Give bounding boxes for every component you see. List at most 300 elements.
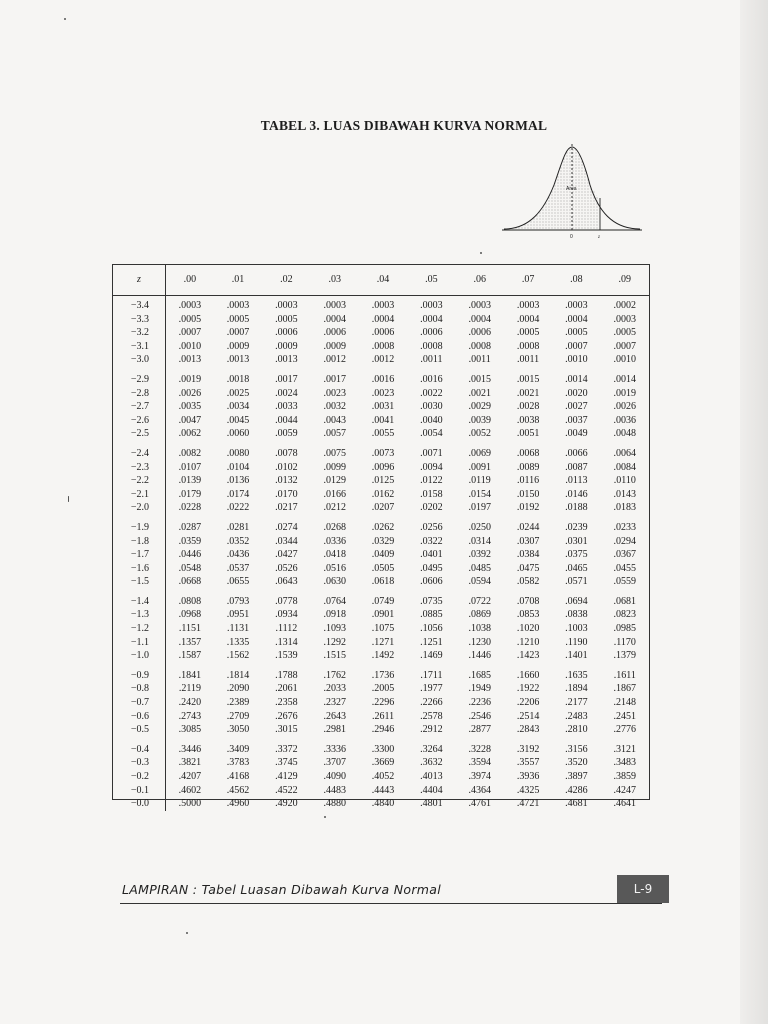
table-cell: .0055	[371, 428, 395, 440]
table-cell: .0064	[613, 447, 637, 459]
table-cell: .0051	[516, 428, 540, 440]
table-cell: .0548	[178, 562, 202, 574]
table-cell: .0162	[371, 488, 395, 500]
table-cell: .2148	[613, 697, 637, 709]
z-label: z	[598, 235, 600, 240]
table-cell: .0020	[565, 387, 588, 399]
table-cell: .4247	[613, 784, 637, 796]
table-cell: .0668	[178, 576, 202, 588]
table-row	[113, 784, 649, 798]
table-cell: .1867	[613, 683, 637, 695]
table-cell: .3821	[178, 757, 202, 769]
table-cell: .2776	[613, 724, 637, 736]
table-cell: .2611	[371, 710, 395, 722]
table-row	[113, 575, 649, 589]
table-cell: .0048	[613, 428, 637, 440]
table-row	[113, 589, 649, 609]
table-cell: .0041	[371, 414, 395, 426]
row-z-value: −1.2	[113, 622, 166, 636]
table-cell: .2296	[371, 697, 395, 709]
table-cell: .0045	[226, 414, 250, 426]
table-cell: .1736	[371, 669, 395, 681]
table-cell: .0019	[178, 373, 202, 385]
table-cell: .0559	[613, 576, 637, 588]
table-cell: .0015	[516, 373, 540, 385]
table-cell: .0014	[565, 373, 588, 385]
table-cell: .2033	[323, 683, 346, 695]
column-header: .08	[552, 265, 600, 296]
table-cell: .0010	[613, 354, 637, 366]
table-cell: .0344	[275, 535, 298, 547]
row-z-value: −1.7	[113, 548, 166, 562]
table-cell: .0030	[420, 401, 443, 413]
table-cell: .1762	[323, 669, 346, 681]
table-cell: .0010	[565, 354, 588, 366]
table-cell: .0024	[275, 387, 298, 399]
table-cell: .3897	[565, 771, 588, 782]
table-cell: .0823	[613, 609, 637, 621]
table-cell: .0233	[613, 521, 637, 533]
table-cell: .1190	[565, 636, 588, 648]
table-cell: .3745	[275, 757, 298, 769]
scan-speck	[324, 816, 326, 818]
table-cell: .1894	[565, 683, 588, 695]
table-cell: .4090	[323, 771, 346, 782]
table-cell: .0384	[516, 549, 540, 561]
row-z-value: −1.4	[113, 589, 166, 609]
table-cell: .0016	[420, 373, 443, 385]
table-cell: .0436	[226, 549, 250, 561]
table-cell: .0113	[565, 475, 588, 487]
table-cell: .1562	[226, 650, 250, 662]
table-cell: .2327	[323, 697, 346, 709]
table-cell: .3974	[468, 771, 491, 782]
table-cell: .0003	[420, 300, 443, 311]
table-cell: .0708	[516, 595, 540, 607]
table-row	[113, 723, 649, 737]
table-row	[113, 622, 649, 636]
row-z-value: −1.8	[113, 535, 166, 549]
table-row	[113, 548, 649, 562]
table-cell: .0901	[371, 609, 395, 621]
table-cell: .3707	[323, 757, 346, 769]
table-cell: .0764	[323, 595, 346, 607]
table-cell: .3632	[420, 757, 443, 769]
table-row	[113, 663, 649, 683]
table-cell: .0004	[371, 313, 395, 325]
table-cell: .3228	[468, 743, 491, 755]
page-title: TABEL 3. LUAS DIBAWAH KURVA NORMAL	[260, 118, 548, 133]
table-cell: .2177	[565, 697, 588, 709]
row-z-value: −2.1	[113, 488, 166, 502]
table-cell: .2236	[468, 697, 491, 709]
table-cell: .0004	[468, 313, 491, 325]
table-cell: .1151	[178, 623, 201, 635]
table-cell: .0301	[565, 535, 588, 547]
table-cell: .0985	[613, 623, 637, 635]
table-cell: .2420	[178, 697, 202, 709]
table-row	[113, 441, 649, 461]
table-cell: .0017	[275, 373, 298, 385]
table-cell: .0268	[323, 521, 346, 533]
table-cell: .0080	[226, 447, 250, 459]
table-cell: .3085	[178, 724, 202, 736]
table-cell: .4052	[371, 771, 395, 782]
table-cell: .0281	[226, 521, 250, 533]
row-z-value: −0.9	[113, 663, 166, 683]
table-cell: .0021	[516, 387, 540, 399]
table-cell: .0606	[420, 576, 443, 588]
shaded-area	[504, 147, 600, 229]
table-cell: .2389	[226, 697, 250, 709]
table-cell: .0039	[468, 414, 491, 426]
footer-rule	[120, 903, 662, 904]
table-cell: .2546	[468, 710, 491, 722]
table-cell: .0427	[275, 549, 298, 561]
table-cell: .0136	[226, 475, 250, 487]
table-cell: .0139	[178, 475, 202, 487]
table-cell: .1685	[468, 669, 491, 681]
table-row	[113, 515, 649, 535]
row-z-value: −3.0	[113, 353, 166, 367]
table-cell: .0012	[371, 354, 395, 366]
scan-speck	[186, 932, 188, 934]
row-z-value: −0.4	[113, 737, 166, 757]
row-z-value: −2.5	[113, 427, 166, 441]
table-cell: .0104	[226, 461, 250, 473]
table-cell: .0003	[468, 300, 491, 311]
table-cell: .0013	[275, 354, 298, 366]
table-cell: .4801	[420, 798, 443, 810]
table-row	[113, 562, 649, 576]
table-cell: .3669	[371, 757, 395, 769]
table-cell: .1515	[323, 650, 346, 662]
table-cell: .0655	[226, 576, 250, 588]
table-row	[113, 427, 649, 441]
table-cell: .0808	[178, 595, 202, 607]
row-z-value: −3.2	[113, 326, 166, 340]
table-cell: .0132	[275, 475, 298, 487]
table-cell: .0023	[371, 387, 395, 399]
table-cell: .0007	[178, 327, 202, 339]
table-cell: .0401	[420, 549, 443, 561]
column-header: .04	[359, 265, 407, 296]
table-cell: .0643	[275, 576, 298, 588]
table-cell: .0062	[178, 428, 202, 440]
table-cell: .0054	[420, 428, 443, 440]
table-cell: .0071	[420, 447, 443, 459]
table-cell: .0694	[565, 595, 588, 607]
table-cell: .0059	[275, 428, 298, 440]
table-cell: .2061	[275, 683, 298, 695]
table-cell: .0010	[178, 340, 202, 352]
table-cell: .4721	[516, 798, 540, 810]
table-cell: .0307	[516, 535, 540, 547]
table-cell: .0099	[323, 461, 346, 473]
row-z-value: −0.5	[113, 723, 166, 737]
table-cell: .0003	[323, 300, 346, 311]
table-cell: .4286	[565, 784, 588, 796]
table-cell: .4013	[420, 771, 443, 782]
table-cell: .3192	[516, 743, 540, 755]
area-label: Area	[566, 186, 577, 192]
table-cell: .3594	[468, 757, 491, 769]
table-row	[113, 461, 649, 475]
table-row	[113, 387, 649, 401]
table-cell: .0475	[516, 562, 540, 574]
table-cell: .4960	[226, 798, 250, 810]
table-cell: .3783	[226, 757, 250, 769]
table-cell: .2266	[420, 697, 443, 709]
table-cell: .0012	[323, 354, 346, 366]
row-z-value: −0.8	[113, 682, 166, 696]
table-cell: .0722	[468, 595, 491, 607]
table-cell: .0018	[226, 373, 250, 385]
table-cell: .3557	[516, 757, 540, 769]
table-cell: .0007	[226, 327, 250, 339]
table-cell: .2483	[565, 710, 588, 722]
table-cell: .1379	[613, 650, 637, 662]
table-cell: .0630	[323, 576, 346, 588]
table-cell: .0516	[323, 562, 346, 574]
table-cell: .1292	[323, 636, 346, 648]
table-cell: .1949	[468, 683, 491, 695]
table-cell: .4129	[275, 771, 298, 782]
table-cell: .1492	[371, 650, 395, 662]
table-cell: .0004	[516, 313, 540, 325]
table-cell: .0202	[420, 502, 443, 514]
table-row	[113, 696, 649, 710]
row-z-value: −2.4	[113, 441, 166, 461]
table-cell: .4168	[226, 771, 250, 782]
row-z-value: −3.3	[113, 313, 166, 327]
table-cell: .2743	[178, 710, 202, 722]
table-cell: .0183	[613, 502, 637, 514]
table-cell: .0013	[226, 354, 250, 366]
table-cell: .2119	[178, 683, 201, 695]
table-cell: .0375	[565, 549, 588, 561]
table-cell: .3121	[613, 743, 637, 755]
table-cell: .0002	[613, 300, 637, 311]
table-cell: .0455	[613, 562, 637, 574]
table-cell: .0129	[323, 475, 346, 487]
table-cell: .0016	[371, 373, 395, 385]
table-cell: .0158	[420, 488, 443, 500]
table-cell: .0033	[275, 401, 298, 413]
table-cell: .0027	[565, 401, 588, 413]
table-cell: .0322	[420, 535, 443, 547]
table-cell: .3264	[420, 743, 443, 755]
table-cell: .1446	[468, 650, 491, 662]
table-cell: .1357	[178, 636, 202, 648]
table-cell: .0026	[178, 387, 202, 399]
table-cell: .0006	[468, 327, 491, 339]
table-cell: .0869	[468, 609, 491, 621]
table-cell: .0934	[275, 609, 298, 621]
table-cell: .4562	[226, 784, 250, 796]
table-cell: .1314	[275, 636, 298, 648]
table-cell: .3336	[323, 743, 346, 755]
table-cell: .0068	[516, 447, 540, 459]
row-z-value: −2.9	[113, 367, 166, 387]
table-cell: .2946	[371, 724, 395, 736]
table-cell: .2981	[323, 724, 346, 736]
table-cell: .0918	[323, 609, 346, 621]
table-cell: .0336	[323, 535, 346, 547]
zero-label: 0	[570, 234, 573, 240]
table-cell: .0073	[371, 447, 395, 459]
table-cell: .0011	[468, 354, 491, 366]
table-cell: .3520	[565, 757, 588, 769]
row-z-value: −3.1	[113, 340, 166, 354]
row-z-value: −2.2	[113, 474, 166, 488]
table-cell: .0047	[178, 414, 202, 426]
table-cell: .0037	[565, 414, 588, 426]
table-cell: .1401	[565, 650, 588, 662]
table-cell: .2451	[613, 710, 637, 722]
table-cell: .0465	[565, 562, 588, 574]
table-cell: .0005	[178, 313, 202, 325]
table-header-row	[113, 265, 649, 296]
table-cell: .0838	[565, 609, 588, 621]
table-cell: .1131	[226, 623, 250, 635]
table-cell: .0025	[226, 387, 250, 399]
table-cell: .0003	[565, 300, 588, 311]
table-cell: .0026	[613, 401, 637, 413]
table-cell: .1788	[275, 669, 298, 681]
table-cell: .0096	[371, 461, 395, 473]
table-row	[113, 608, 649, 622]
table-cell: .0049	[565, 428, 588, 440]
table-cell: .0793	[226, 595, 250, 607]
table-cell: .0029	[468, 401, 491, 413]
table-cell: .1587	[178, 650, 202, 662]
table-cell: .0005	[275, 313, 298, 325]
table-cell: .0003	[516, 300, 540, 311]
table-cell: .0174	[226, 488, 250, 500]
table-cell: .3446	[178, 743, 202, 755]
table-cell: .2578	[420, 710, 443, 722]
table-cell: .3859	[613, 771, 637, 782]
table-cell: .0078	[275, 447, 298, 459]
table-row	[113, 636, 649, 650]
table-cell: .0116	[517, 475, 540, 487]
table-cell: .0035	[178, 401, 202, 413]
table-cell: .0008	[420, 340, 443, 352]
table-cell: .0022	[420, 387, 443, 399]
table-cell: .0003	[613, 313, 637, 325]
table-cell: .3372	[275, 743, 298, 755]
table-cell: .0146	[565, 488, 588, 500]
table-cell: .0094	[420, 461, 443, 473]
table-cell: .0007	[565, 340, 588, 352]
column-header: .03	[311, 265, 359, 296]
table-cell: .0537	[226, 562, 250, 574]
table-cell: .1841	[178, 669, 202, 681]
table-row	[113, 340, 649, 354]
row-z-value: −2.8	[113, 387, 166, 401]
table-cell: .0082	[178, 447, 202, 459]
table-cell: .0495	[420, 562, 443, 574]
row-z-value: −1.0	[113, 649, 166, 663]
table-cell: .0571	[565, 576, 588, 588]
table-cell: .0125	[371, 475, 395, 487]
table-cell: .0005	[516, 327, 540, 339]
table-cell: .0069	[468, 447, 491, 459]
table-cell: .0735	[420, 595, 443, 607]
table-cell: .3156	[565, 743, 588, 755]
table-cell: .2005	[371, 683, 395, 695]
row-z-value: −0.2	[113, 770, 166, 784]
table-cell: .0009	[323, 340, 346, 352]
table-cell: .0023	[323, 387, 346, 399]
table-cell: .0021	[468, 387, 491, 399]
row-z-value: −3.4	[113, 296, 166, 313]
table-cell: .0170	[275, 488, 298, 500]
table-cell: .5000	[178, 798, 202, 810]
row-z-value: −0.6	[113, 710, 166, 724]
table-cell: .4364	[468, 784, 491, 796]
table-cell: .0005	[613, 327, 637, 339]
table-cell: .3015	[275, 724, 298, 736]
column-header: .05	[407, 265, 455, 296]
table-cell: .0005	[565, 327, 588, 339]
table-cell: .0011	[420, 354, 443, 366]
table-cell: .4325	[516, 784, 540, 796]
column-header: .07	[504, 265, 552, 296]
table-row	[113, 797, 649, 811]
table-cell: .4641	[613, 798, 637, 810]
table-cell: .0032	[323, 401, 346, 413]
table-cell: .3409	[226, 743, 250, 755]
table-cell: .0418	[323, 549, 346, 561]
table-cell: .0036	[613, 414, 637, 426]
table-cell: .0352	[226, 535, 250, 547]
table-cell: .0244	[516, 521, 540, 533]
table-cell: .2810	[565, 724, 588, 736]
table-row	[113, 535, 649, 549]
table-cell: .0007	[613, 340, 637, 352]
table-cell: .0040	[420, 414, 443, 426]
table-cell: .0015	[468, 373, 491, 385]
table-cell: .0314	[468, 535, 491, 547]
table-cell: .0287	[178, 521, 202, 533]
row-z-value: −1.6	[113, 562, 166, 576]
table-cell: .0681	[613, 595, 637, 607]
table-cell: .3050	[226, 724, 250, 736]
table-row	[113, 296, 649, 313]
table-cell: .0594	[468, 576, 491, 588]
table-cell: .0102	[275, 461, 298, 473]
table-cell: .0011	[517, 354, 540, 366]
table-cell: .1814	[226, 669, 250, 681]
table-cell: .4483	[323, 784, 346, 796]
row-z-value: −0.0	[113, 797, 166, 811]
table-cell: .0005	[226, 313, 250, 325]
table-cell: .0853	[516, 609, 540, 621]
table-cell: .0009	[275, 340, 298, 352]
table-cell: .0179	[178, 488, 202, 500]
table-cell: .0192	[516, 502, 540, 514]
scan-speck	[68, 496, 69, 502]
page-number-badge: L-9	[617, 875, 669, 903]
table-cell: .0006	[420, 327, 443, 339]
table-cell: .1210	[516, 636, 540, 648]
table-cell: .4920	[275, 798, 298, 810]
table-cell: .0107	[178, 461, 202, 473]
table-cell: .0228	[178, 502, 202, 514]
row-z-value: −1.5	[113, 575, 166, 589]
